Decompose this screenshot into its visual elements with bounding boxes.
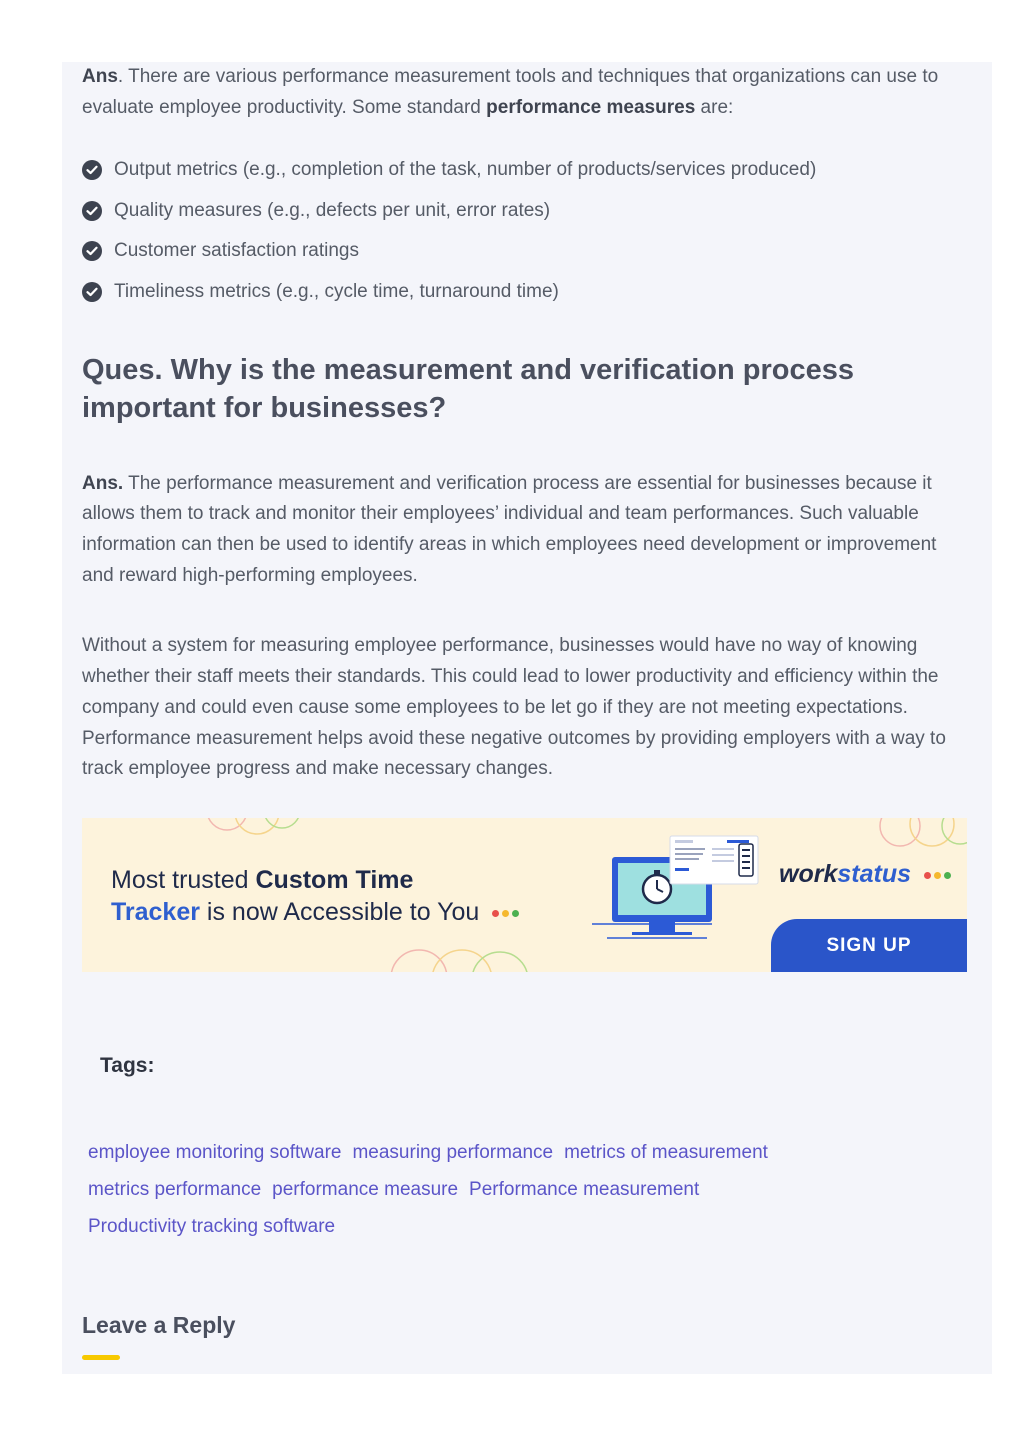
answer-text: . There are various performance measurement tools and techniques that organizations can use to evaluate employee productivity. Some standard xyxy=(82,66,939,118)
headline-blue: Tracker xyxy=(111,898,200,926)
list-item xyxy=(82,272,972,313)
tag-link[interactable]: Performance measurement xyxy=(469,1178,700,1200)
answer-paragraph-2 xyxy=(82,469,972,592)
list-item-text: Output metrics (e.g., completion of the task, number of products/services produced) xyxy=(114,158,817,180)
workstatus-ad-banner[interactable] xyxy=(82,818,967,972)
answer-paragraph-3: Without a system for measuring employee performance, businesses would have no way of knowing whether their staff meets their standards. This could lead to lower productivity and efficiency within the company and could even cause some employees to be let go if they are not meeting expectations. Performance measurement helps avoid these negative outcomes by providing employers with a way to track employee progress and make necessary changes. xyxy=(82,635,946,780)
list-item xyxy=(82,231,972,272)
logo-text-status: status xyxy=(837,860,911,888)
answer-bold-term: performance measures xyxy=(486,96,696,118)
banner-headline xyxy=(111,864,519,928)
tag-link[interactable]: performance measure xyxy=(272,1178,459,1200)
headline-text: Most trusted xyxy=(111,866,256,894)
list-item-text: Quality measures (e.g., defects per unit, error rates) xyxy=(114,199,551,221)
tags-row xyxy=(88,1171,948,1208)
answer-text-end: are: xyxy=(695,96,734,118)
list-item xyxy=(82,149,972,190)
check-circle-icon xyxy=(82,282,102,302)
list-item xyxy=(82,190,972,231)
tag-link[interactable]: Productivity tracking software xyxy=(88,1215,336,1237)
question-line-1: Ques. Why is the measurement and verification process xyxy=(82,353,854,386)
question-heading xyxy=(82,351,972,427)
logo-dots-icon xyxy=(924,872,951,879)
answer-lead: Ans xyxy=(82,66,118,87)
headline-bold: Custom Time xyxy=(255,866,414,894)
answer-paragraph-1 xyxy=(82,62,972,123)
tag-link[interactable]: metrics of measurement xyxy=(564,1141,768,1163)
tags-heading: Tags: xyxy=(100,1054,155,1077)
tags-row xyxy=(88,1134,948,1171)
heading-underline xyxy=(82,1355,120,1360)
list-item-text: Timeliness metrics (e.g., cycle time, turnaround time) xyxy=(114,281,559,303)
logo-text-work: work xyxy=(779,860,838,888)
headline-text-2: is now Accessible to You xyxy=(199,898,480,926)
sign-up-button[interactable]: SIGN UP xyxy=(771,919,967,972)
article-panel xyxy=(62,62,992,1374)
list-item-text: Customer satisfaction ratings xyxy=(114,240,359,262)
monitor-stopwatch-illustration xyxy=(587,832,777,952)
check-circle-icon xyxy=(82,160,102,180)
check-circle-icon xyxy=(82,241,102,261)
tag-link[interactable]: metrics performance xyxy=(88,1178,262,1200)
article-content xyxy=(82,62,972,785)
dots-icon xyxy=(492,910,519,917)
tag-link[interactable]: measuring performance xyxy=(352,1141,554,1163)
workstatus-logo xyxy=(779,860,951,889)
answer-lead: Ans. xyxy=(82,472,124,494)
check-circle-icon xyxy=(82,201,102,221)
tags-row xyxy=(88,1208,948,1245)
question-line-2: important for businesses? xyxy=(82,391,447,424)
measures-list xyxy=(82,149,972,312)
answer-text: The performance measurement and verification process are essential for businesses because it allows them to track and monitor their employees’ individual and team performances. Such valuable information can then be used to identify areas in which employees need development or improvement and reward high-performing employees. xyxy=(82,472,937,586)
tags-list xyxy=(88,1134,948,1245)
tag-link[interactable]: employee monitoring software xyxy=(88,1141,342,1163)
leave-reply-heading: Leave a Reply xyxy=(82,1312,236,1338)
